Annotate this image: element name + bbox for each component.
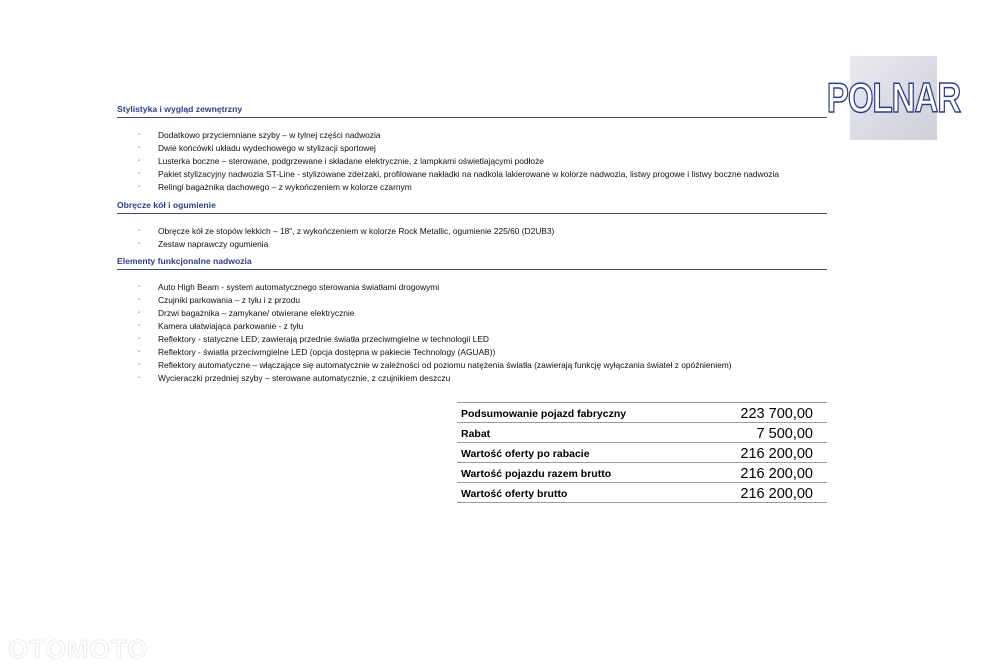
table-row: [457, 403, 827, 423]
exterior-list: [138, 129, 779, 194]
section-title-exterior: Stylistyka i wygląd zewnętrzny: [117, 104, 827, 118]
list-item: ▪ Wycieraczki przedniej szyby – sterowane automatycznie, z czujnikiem deszczu: [138, 372, 732, 385]
summary-label: Wartość oferty po rabacie: [461, 448, 590, 460]
wheels-list: [138, 225, 554, 251]
table-row: [457, 423, 827, 443]
list-item: ▪ Czujniki parkowania – z tyłu i z przodu: [138, 294, 732, 307]
list-item: ▪ Kamera ułatwiająca parkowanie - z tyłu: [138, 320, 732, 333]
table-row: [457, 483, 827, 503]
list-item: ▪ Lusterka boczne – sterowane, podgrzewane i składane elektrycznie, z lampkami oświetlającymi podłoże: [138, 155, 779, 168]
summary-value: 223 700,00: [740, 406, 813, 422]
table-row: [457, 463, 827, 483]
summary-label: Wartość oferty brutto: [461, 488, 568, 500]
watermark: OTOMOTO: [8, 634, 149, 664]
summary-value: 216 200,00: [740, 486, 813, 502]
summary-value: 216 200,00: [740, 466, 813, 482]
list-item: ▪ Relingi bagażnika dachowego – z wykończeniem w kolorze czarnym: [138, 181, 779, 194]
summary-value: 216 200,00: [740, 446, 813, 462]
price-summary-table: [457, 402, 827, 503]
table-row: [457, 443, 827, 463]
list-item: ▪ Reflektory - światła przeciwmgielne LED (opcja dostępna w pakiecie Technology (AGUAB)): [138, 346, 732, 359]
list-item: ▪ Dodatkowo przyciemniane szyby – w tylnej części nadwozia: [138, 129, 779, 142]
summary-label: Rabat: [461, 428, 491, 440]
list-item: ▪ Reflektory - statyczne LED; zawierają przednie światła przeciwmgielne w technologii LED: [138, 333, 732, 346]
list-item: ▪ Reflektory automatyczne – włączające się automatycznie w zależności od poziomu natężenia światła (zawierają funkcję wyłączania świateł z opóźnieniem): [138, 359, 732, 372]
body-functions-list: [138, 281, 732, 385]
list-item: ▪ Zestaw naprawczy ogumienia: [138, 238, 554, 251]
list-item: ▪ Pakiet stylizacyjny nadwozia ST-Line - stylizowane zderzaki, profilowane nakładki na nadkola lakierowane w kolorze nadwozia, listwy progowe i listwy boczne nadwozia: [138, 168, 779, 181]
list-item: ▪ Dwie końcówki układu wydechowego w stylizacji sportowej: [138, 142, 779, 155]
section-title-wheels: Obręcze kół i ogumienie: [117, 200, 827, 214]
list-item: ▪ Obręcze kół ze stopów lekkich – 18", z wykończeniem w kolorze Rock Metallic, ogumienie 225/60 (D2UB3): [138, 225, 554, 238]
list-item: ▪ Drzwi bagażnika – zamykane/ otwierane elektrycznie: [138, 307, 732, 320]
list-item: ▪ Auto High Beam - system automatycznego sterowania światłami drogowymi: [138, 281, 732, 294]
summary-value: 7 500,00: [756, 426, 813, 442]
summary-label: Wartość pojazdu razem brutto: [461, 468, 612, 480]
logo-text: POLNAR: [826, 74, 961, 121]
section-title-body-functions: Elementy funkcjonalne nadwozia: [117, 256, 827, 270]
summary-label: Podsumowanie pojazd fabryczny: [461, 408, 627, 420]
polnar-logo: [826, 56, 961, 140]
